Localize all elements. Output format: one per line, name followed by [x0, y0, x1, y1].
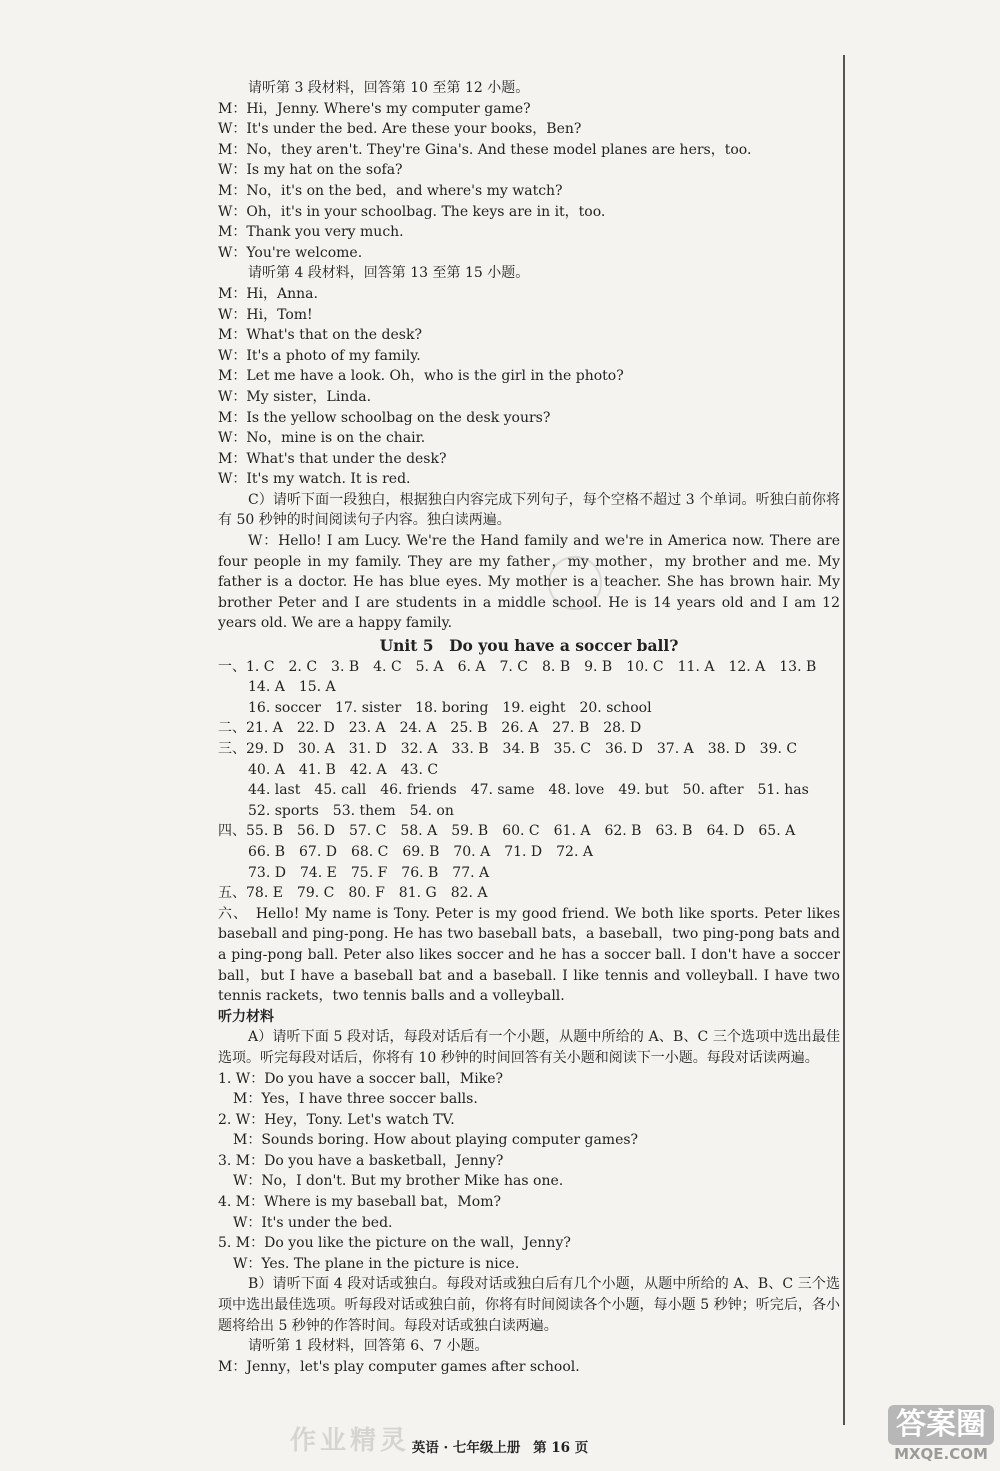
answer-line: 73. D 74. E 75. F 76. B 77. A — [248, 864, 490, 881]
text-line: M：No，it's on the bed，and where's my watch? — [218, 182, 563, 199]
watermark-text: 作业精灵 — [290, 1426, 411, 1456]
dialogue-line: W：Yes. The plane in the picture is nice. — [233, 1255, 520, 1272]
dialogue-line: 3. M：Do you have a basketball，Jenny? — [218, 1152, 504, 1169]
answer-line: 一、1. C 2. C 3. B 4. C 5. A 6. A 7. C 8. B 9. B 10. C 11. A 12. A 13. B — [218, 658, 817, 675]
dialogue-block-top — [218, 78, 840, 490]
watermark-logo-url: MXQE.COM — [894, 1445, 988, 1463]
text-line: M：Hi，Anna. — [218, 285, 318, 302]
text-line: W：It's my watch. It is red. — [218, 471, 411, 488]
text-line: 请听第 3 段材料，回答第 10 至第 12 小题。 — [248, 80, 530, 96]
answer-line: 52. sports 53. them 54. on — [248, 802, 454, 819]
watermark-logo-text: 答案圈 — [888, 1405, 994, 1445]
watermark-logo — [888, 1405, 994, 1467]
essay-text: 六、 Hello! My name is Tony. Peter is my good friend. We both like sports. Peter likes baseball and ping-pong. He has two baseball bats，a baseball，two ping-pong bats and a ping-pong ball. Peter also likes soccer and he has a soccer ball. I don't have a soccer ball，but I have a baseball bat and a baseball. I like tennis and volleyball. I have two tennis rackets，two tennis balls and a volleyball. — [218, 905, 840, 1005]
text-line: M：Is the yellow schoolbag on the desk yours? — [218, 409, 551, 426]
page-footer — [0, 1436, 1000, 1456]
section-b-instructions: B）请听下面 4 段对话或独白。每段对话或独白后有几个小题，从题中所给的 A、B、C 三个选项中选出最佳选项。听每段对话或独白前，你将有时间阅读各个小题，每小题 5 秒钟；听完后，各小题将给出 5 秒钟的作答时间。每段对话或独白读两遍。 — [218, 1276, 840, 1334]
answer-line: 14. A 15. A — [248, 679, 336, 696]
text-line: W：You're welcome. — [218, 244, 363, 261]
answer-line: 二、21. A 22. D 23. A 24. A 25. B 26. A 27. B 28. D — [218, 720, 642, 737]
answer-line: 五、78. E 79. C 80. F 81. G 82. A — [218, 885, 488, 902]
text-line: M：No，they aren't. They're Gina's. And these model planes are hers，too. — [218, 141, 752, 158]
dialogue-line: W：No，I don't. But my brother Mike has one. — [233, 1173, 564, 1190]
text-line: W：Hi，Tom! — [218, 306, 313, 323]
answer-line: 40. A 41. B 42. A 43. C — [248, 761, 439, 778]
footer-subject: 英语 · 七年级上册 — [411, 1440, 521, 1456]
text-line: W：Is my hat on the sofa? — [218, 162, 403, 179]
text-line: 请听第 4 段材料，回答第 13 至第 15 小题。 — [248, 265, 530, 282]
text-line: W：It's a photo of my family. — [218, 347, 421, 364]
margin-rule — [843, 55, 845, 1425]
text-line: W：Oh，it's in your schoolbag. The keys are in it，too. — [218, 203, 606, 220]
answer-line: 66. B 67. D 68. C 69. B 70. A 71. D 72. A — [248, 843, 593, 860]
unit-title: Unit 5 Do you have a soccer ball? — [379, 636, 679, 656]
monologue-text: W：Hello! I am Lucy. We're the Hand family and we're in America now. There are four people in my family. They are my father，my mother，my brother and me. My father is a doctor. He has blue eyes. My mother is a teacher. She has brown hair. My brother Peter and I are students in a middle school. He is 14 years old and I am 12 years old. We are a happy family. — [218, 533, 840, 632]
dialogue-line: 1. W：Do you have a soccer ball，Mike? — [218, 1070, 503, 1087]
dialogue-line: M：Sounds boring. How about playing computer games? — [233, 1132, 639, 1149]
section-b-lines — [218, 1336, 840, 1377]
listening-heading: 听力材料 — [218, 1008, 274, 1025]
text-line: 请听第 1 段材料，回答第 6、7 小题。 — [248, 1338, 489, 1355]
text-line: M：What's that on the desk? — [218, 327, 422, 344]
answer-line: 三、29. D 30. A 31. D 32. A 33. B 34. B 35. C 36. D 37. A 38. D 39. C — [218, 741, 798, 757]
text-line: W：My sister，Linda. — [218, 388, 372, 405]
text-line: M：Thank you very much. — [218, 224, 404, 241]
answer-key — [218, 657, 840, 904]
dialogue-line: 4. M：Where is my baseball bat，Mom? — [218, 1194, 501, 1211]
dialogue-list — [218, 1069, 840, 1275]
footer-page-number: 第 16 页 — [533, 1440, 589, 1456]
dialogue-line: M：Yes，I have three soccer balls. — [233, 1091, 478, 1108]
text-line: M：What's that under the desk? — [218, 450, 447, 467]
dialogue-line: 2. W：Hey，Tony. Let's watch TV. — [218, 1111, 455, 1128]
text-line: W：No，mine is on the chair. — [218, 430, 426, 447]
text-line: M：Jenny，let's play computer games after school. — [218, 1358, 580, 1375]
text-line: M：Hi，Jenny. Where's my computer game? — [218, 100, 531, 117]
text-line: M：Let me have a look. Oh，who is the girl in the photo? — [218, 368, 624, 385]
dialogue-line: W：It's under the bed. — [233, 1214, 393, 1231]
answer-line: 44. last 45. call 46. friends 47. same 48. love 49. but 50. after 51. has — [248, 782, 809, 799]
section-a-instructions: A）请听下面 5 段对话，每段对话后有一个小题，从题中所给的 A、B、C 三个选项中选出最佳选项。听完每段对话后，你将有 10 秒钟的时间回答有关小题和阅读下一小题。每段对话读两遍。 — [218, 1029, 840, 1066]
section-c-instructions: C）请听下面一段独白，根据独白内容完成下列句子，每个空格不超过 3 个单词。听独白前你将有 50 秒钟的时间阅读句子内容。独白读两遍。 — [218, 491, 840, 529]
page-content — [218, 78, 840, 1377]
text-line: W：It's under the bed. Are these your books，Ben? — [218, 121, 582, 138]
answer-line: 16. soccer 17. sister 18. boring 19. eight 20. school — [248, 699, 652, 716]
dialogue-line: 5. M：Do you like the picture on the wall，Jenny? — [218, 1235, 571, 1252]
answer-line: 四、55. B 56. D 57. C 58. A 59. B 60. C 61. A 62. B 63. B 64. D 65. A — [218, 823, 796, 840]
